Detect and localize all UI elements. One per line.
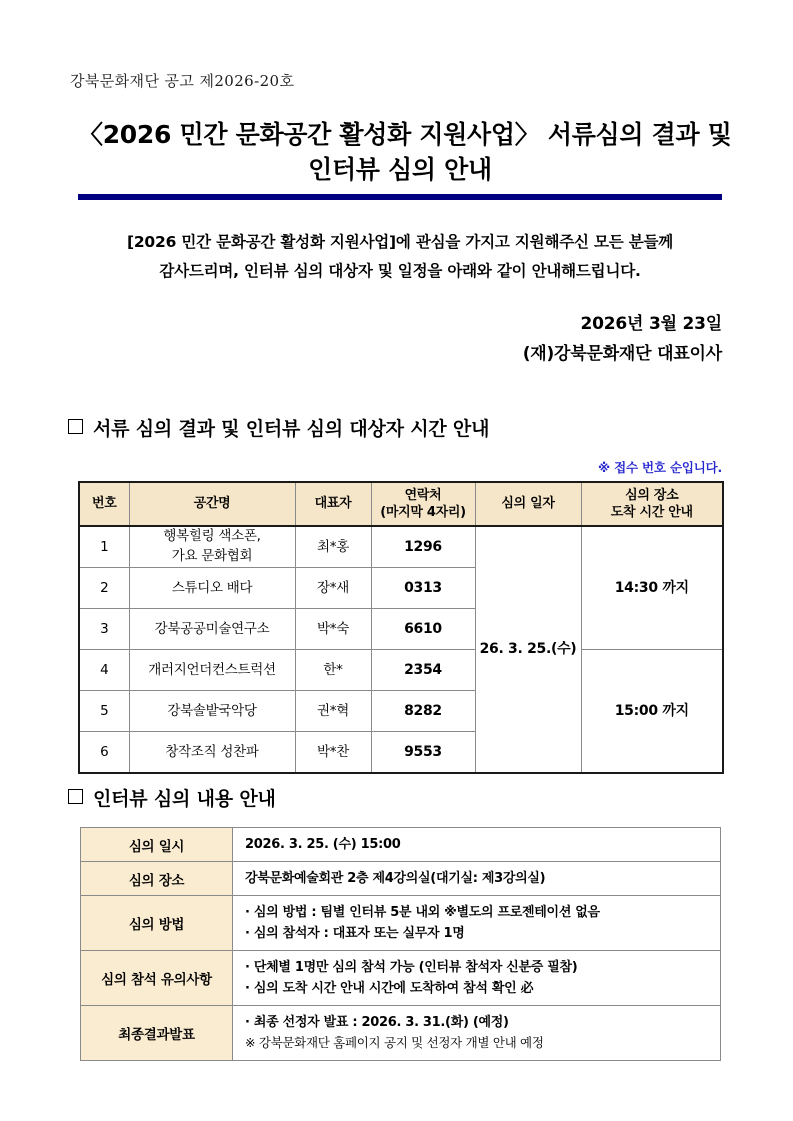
square-bullet-icon [68, 419, 83, 434]
table-row [79, 526, 723, 568]
cell-contact: 1296 [371, 526, 475, 568]
column-header-no: 번호 [79, 482, 129, 526]
intro-paragraph [78, 228, 722, 285]
cell-arrival-time-group-2: 15:00 까지 [581, 650, 723, 774]
row-value-final-results [233, 1006, 721, 1060]
signature-date: 2026년 3월 23일 [580, 314, 722, 334]
table-row [81, 951, 721, 1006]
square-bullet-icon [68, 789, 83, 804]
cell-no: 5 [79, 691, 129, 732]
row-value-venue-line1: 강북문화예술회관 2층 제4강의실(대기실: 제3강의실) [245, 871, 546, 887]
cell-contact: 2354 [371, 650, 475, 691]
document-title [78, 118, 732, 187]
cell-no: 4 [79, 650, 129, 691]
row-value-method [233, 896, 721, 951]
column-header-place-line2: 도착 시간 안내 [610, 505, 693, 520]
cell-representative: 박*찬 [295, 732, 371, 774]
column-header-place-line1: 심의 장소 [625, 487, 679, 503]
applicants-table [78, 481, 724, 774]
intro-line-1: [2026 민간 문화공간 활성화 지원사업]에 관심을 가지고 지원해주신 모든 분들께 [126, 233, 674, 251]
column-header-representative: 대표자 [295, 482, 371, 526]
section-heading-interview-details [68, 784, 276, 811]
row-label-venue: 심의 장소 [81, 862, 233, 896]
cell-space-name [129, 526, 295, 568]
section-heading-results [68, 414, 489, 441]
interview-details-table [80, 827, 721, 1061]
cell-no: 3 [79, 609, 129, 650]
cell-representative: 장*새 [295, 568, 371, 609]
row-value-final-results-line1: · 최종 선정자 발표 : 2026. 3. 31.(화) (예정) [245, 1015, 509, 1031]
cell-review-date-merged: 26. 3. 25.(수) [475, 526, 581, 773]
row-label-final-results: 최종결과발표 [81, 1006, 233, 1060]
row-value-attendance-notes-line1: · 단체별 1명만 심의 참석 가능 (인터뷰 참석자 신분증 필참) [245, 960, 578, 976]
cell-space-name: 창작조직 성찬파 [129, 732, 295, 774]
section-heading-results-label: 서류 심의 결과 및 인터뷰 심의 대상자 시간 안내 [93, 418, 490, 440]
signature-organization: (재)강북문화재단 대표이사 [522, 343, 722, 364]
table-row [81, 828, 721, 862]
row-value-attendance-notes-line2: · 심의 도착 시간 안내 시간에 도착하여 참석 확인 必 [245, 981, 534, 997]
table-row [81, 862, 721, 896]
table-header-row [79, 482, 723, 526]
row-value-final-results-line2: ※ 강북문화재단 홈페이지 공지 및 선정자 개별 안내 예정 [245, 1035, 544, 1051]
cell-no: 2 [79, 568, 129, 609]
row-label-method: 심의 방법 [81, 896, 233, 951]
section-heading-interview-details-label: 인터뷰 심의 내용 안내 [93, 788, 276, 810]
column-header-contact [371, 482, 475, 526]
title-divider-rule [78, 194, 722, 200]
cell-space-name-line1: 행복힐링 색소폰, [163, 528, 261, 545]
document-number: 강북문화재단 공고 제2026-20호 [70, 72, 295, 90]
row-value-venue [233, 862, 721, 896]
cell-representative: 박*숙 [295, 609, 371, 650]
row-value-method-line2: · 심의 참석자 : 대표자 또는 실무자 1명 [245, 926, 465, 942]
title-line-2: 인터뷰 심의 안내 [308, 154, 492, 184]
column-header-contact-line2: (마지막 4자리) [380, 505, 466, 520]
cell-space-name: 스튜디오 배다 [129, 568, 295, 609]
cell-no: 1 [79, 526, 129, 568]
cell-arrival-time-group-1: 14:30 까지 [581, 526, 723, 650]
cell-space-name-line2: 가요 문화협회 [171, 548, 253, 564]
cell-contact: 6610 [371, 609, 475, 650]
row-value-attendance-notes [233, 951, 721, 1006]
column-header-review-date: 심의 일자 [475, 482, 581, 526]
row-value-datetime [233, 828, 721, 862]
cell-space-name: 강북솔밭국악당 [129, 691, 295, 732]
cell-contact: 9553 [371, 732, 475, 774]
intro-line-2: 감사드리며, 인터뷰 심의 대상자 및 일정을 아래와 같이 안내해드립니다. [159, 261, 641, 280]
cell-space-name: 강북공공미술연구소 [129, 609, 295, 650]
title-line-1: 〈2026 민간 문화공간 활성화 지원사업〉 서류심의 결과 및 [78, 120, 732, 149]
column-header-space-name: 공간명 [129, 482, 295, 526]
receipt-order-note: ※ 접수 번호 순입니다. [598, 460, 722, 475]
row-value-datetime-line1: 2026. 3. 25. (수) 15:00 [245, 837, 401, 852]
column-header-place [581, 482, 723, 526]
column-header-contact-line1: 연락처 [404, 487, 442, 503]
table-row [79, 650, 723, 691]
cell-contact: 0313 [371, 568, 475, 609]
row-label-datetime: 심의 일시 [81, 828, 233, 862]
row-value-method-line1: · 심의 방법 : 팀별 인터뷰 5분 내외 ※별도의 프로젠테이션 없음 [245, 905, 600, 921]
cell-no: 6 [79, 732, 129, 774]
cell-representative: 최*홍 [295, 526, 371, 568]
table-row [81, 1006, 721, 1060]
cell-contact: 8282 [371, 691, 475, 732]
table-row [81, 896, 721, 951]
cell-representative: 한* [295, 650, 371, 691]
signature-block [78, 310, 722, 370]
row-label-attendance-notes: 심의 참석 유의사항 [81, 951, 233, 1006]
cell-space-name: 개러지언더컨스트럭션 [129, 650, 295, 691]
cell-representative: 권*혁 [295, 691, 371, 732]
